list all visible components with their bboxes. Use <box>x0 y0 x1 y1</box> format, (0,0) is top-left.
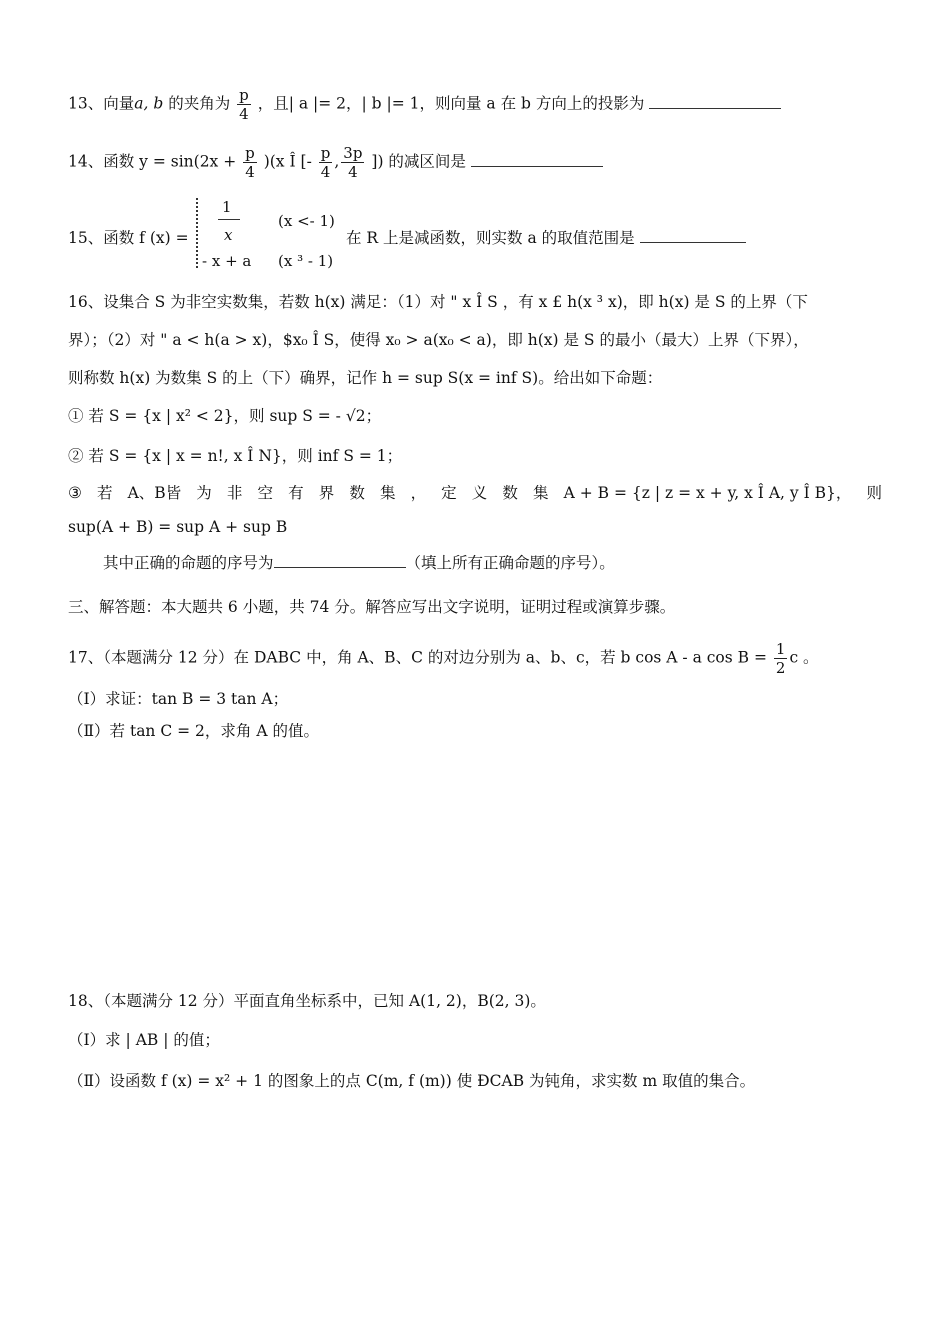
q13-text-c: 的夹角为 <box>163 94 231 113</box>
q15-case1-den: x <box>224 226 233 244</box>
q16-item-2: ② 若 S = {x | x = n!, x Î N}，则 inf S = 1； <box>68 447 403 465</box>
q15-suffix-wrap <box>346 226 746 248</box>
q15-case2-cond: (x ³ - 1) <box>278 252 334 270</box>
q13-frac-num: p <box>239 86 249 104</box>
q15-case1-cond: (x <- 1) <box>278 212 335 230</box>
q15-case2-expr: - x + a <box>202 252 252 270</box>
q16-answer-prefix: 其中正确的命题的序号为 <box>103 554 274 572</box>
q16-item3-w4: 非 <box>226 484 243 502</box>
question-13 <box>68 86 781 123</box>
q14-frac1-den: 4 <box>245 163 255 181</box>
q16-item3-w12: 义 <box>471 484 488 502</box>
q15-answer-blank[interactable] <box>640 228 746 243</box>
q16-item3-w10: ， <box>410 484 427 502</box>
q16-item3-w1: 若 <box>97 484 113 502</box>
q13-answer-blank[interactable] <box>649 94 781 109</box>
q16-answer-blank[interactable] <box>274 553 406 568</box>
q17-fraction <box>774 640 788 677</box>
q16-item-3 <box>68 482 882 504</box>
q16-item3-w0: ③ <box>68 484 82 502</box>
q16-item3-w2: A、B皆 <box>127 484 182 502</box>
q16-item3-w13: 数 <box>502 484 518 502</box>
q13-vectors: a, b <box>134 94 164 113</box>
q18-part-1: （Ⅰ）求 | AB | 的值； <box>68 1031 220 1049</box>
q14-frac2-num: p <box>320 144 331 162</box>
q16-line-2: 界）；（2）对 " a < h(a > x)，$x₀ Î S，使得 x₀ > a(x₀ < a)，即 h(x) 是 S 的最小（最大）上界（下界）， <box>68 331 809 349</box>
q17-part-2: （Ⅱ）若 tan C = 2，求角 A 的值。 <box>68 722 319 740</box>
q17-part-1: （Ⅰ）求证：tan B = 3 tan A； <box>68 690 289 708</box>
q13-fraction <box>237 86 251 123</box>
q17-frac-num: 1 <box>775 640 786 658</box>
q14-fraction-3 <box>341 144 364 181</box>
q17-text-b: c 。 <box>789 648 819 667</box>
q15-case1-num: 1 <box>222 198 232 216</box>
q16-line-3: 则称数 h(x) 为数集 S 的上（下）确界，记作 h = sup S(x = inf S)。给出如下命题： <box>68 369 663 387</box>
q14-frac2-den: 4 <box>320 163 331 181</box>
q18-part-2: （Ⅱ）设函数 f (x) = x² + 1 的图象上的点 C(m, f (m)) 使 ÐCAB 为钝角，求实数 m 取值的集合。 <box>68 1072 756 1090</box>
q16-item3-w11: 定 <box>441 484 457 502</box>
q14-frac3-den: 4 <box>348 163 358 181</box>
q16-item3-w14: 集 <box>533 484 549 502</box>
q16-item3-w15: A + B = {z | z = x + y, x Î A, y Î B}， <box>563 484 852 502</box>
q16-item3-w16: 则 <box>866 484 882 502</box>
question-14: 14、函数 y = sin(2x + $\frac{p}{4}$ )(x Î [- $\frac{p}{4}$ , $\frac{3p}{4}$ ]) 的减区间是 <box>68 144 603 181</box>
q14-text-b: )(x Î [- <box>263 152 312 171</box>
q14-text-a: 14、函数 y = sin(2x + <box>68 152 237 171</box>
q18-intro: 18、（本题满分 12 分）平面直角坐标系中，已知 A(1, 2)，B(2, 3)。 <box>68 992 546 1010</box>
q14-fraction-1 <box>243 144 257 181</box>
q14-frac1-num: p <box>245 144 255 162</box>
q16-item3-w8: 数 <box>349 484 365 502</box>
q15-prefix: 15、函数 f (x) = <box>68 229 189 247</box>
q17-text-a: 17、（本题满分 12 分）在 DABC 中，角 A、B、C 的对边分别为 a、b、c，若 b cos A - a cos B = <box>68 648 767 667</box>
q13-text-d: ，且| a |= 2，| b |= 1，则向量 a 在 b 方向上的投影为 <box>257 94 645 113</box>
question-17 <box>68 640 819 677</box>
q16-item3-w9: 集 <box>379 484 396 502</box>
q16-item3-w3: 为 <box>196 484 212 502</box>
q16-item3-w6: 有 <box>288 484 304 502</box>
q13-frac-den: 4 <box>239 105 249 123</box>
q16-line-1: 16、设集合 S 为非空实数集，若数 h(x) 满足：（1）对 " x Î S ，有 x £ h(x ³ x)，即 h(x) 是 S 的上界（下 <box>68 293 808 311</box>
q16-item3-w5: 空 <box>257 484 274 502</box>
q16-answer-suffix: （填上所有正确命题的序号）。 <box>405 554 615 572</box>
q15-case1-bar <box>218 219 240 220</box>
q14-fraction-2 <box>319 144 333 181</box>
q16-item3-w7: 界 <box>318 484 335 502</box>
section-3-heading: 三、解答题：本大题共 6 小题，共 74 分。解答应写出文字说明，证明过程或演算步骤。 <box>68 598 676 616</box>
q13-text-a: 13、向量 <box>68 94 135 113</box>
q14-text-c: ]) 的减区间是 <box>371 152 466 171</box>
q16-item-1: ① 若 S = {x | x² < 2}，则 sup S = - √2； <box>68 407 382 425</box>
q15-suffix: 在 R 上是减函数，则实数 a 的取值范围是 <box>346 229 635 247</box>
q16-item-3-line-2: sup(A + B) = sup A + sup B <box>68 518 288 536</box>
q14-frac3-num: 3p <box>343 144 363 162</box>
q14-answer-blank[interactable] <box>471 152 603 167</box>
q16-answer-line <box>103 552 615 574</box>
q17-frac-den: 2 <box>775 659 786 677</box>
